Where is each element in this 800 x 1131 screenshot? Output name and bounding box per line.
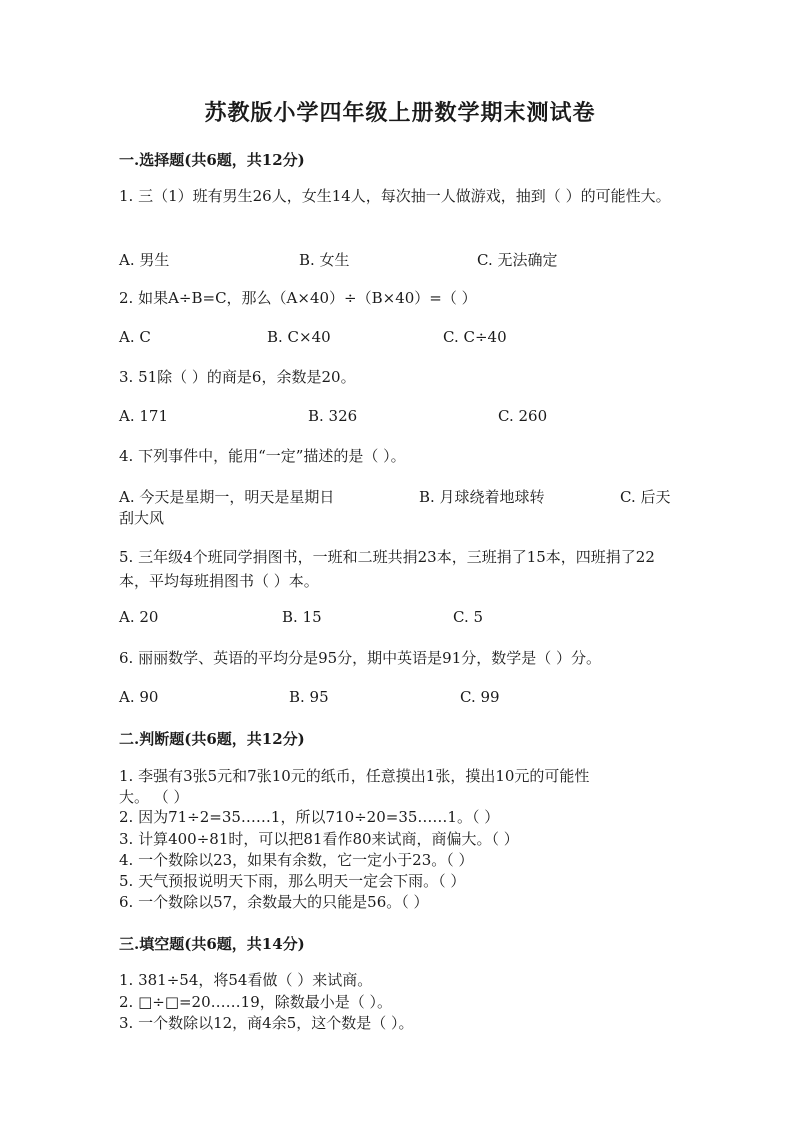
- q2-option-b: B. C×40: [267, 328, 331, 346]
- question-4: 4. 下列事件中，能用“一定”描述的是（ ）。: [119, 447, 406, 465]
- q6-option-b: B. 95: [289, 688, 329, 706]
- q3-option-a: A. 171: [119, 407, 168, 425]
- q3-option-b: B. 326: [308, 407, 358, 425]
- q4-option-a: A. 今天是星期一，明天是星期日: [119, 488, 335, 506]
- q1-option-b: B. 女生: [299, 251, 350, 269]
- fill-item-1: 1. 381÷54，将54看做（ ）来试商。: [119, 971, 373, 989]
- question-2: 2. 如果A÷B=C，那么（A×40）÷（B×40）=（ ）: [119, 289, 477, 307]
- question-3: 3. 51除（ ）的商是6，余数是20。: [119, 368, 356, 386]
- question-5: 5. 三年级4个班同学捐图书，一班和二班共捐23本，三班捐了15本，四班捐了22本，平均每班捐图书（ ）本。: [119, 548, 655, 590]
- q5-option-b: B. 15: [282, 608, 322, 626]
- judge-item-1-line-2: 大。 （ ）: [119, 788, 189, 806]
- fill-item-2: 2. □÷□=20……19，除数最小是（ ）。: [119, 993, 393, 1011]
- section-heading-choice: 一.选择题(共6题，共12分): [119, 151, 305, 169]
- fill-item-3: 3. 一个数除以12，商4余5，这个数是（ ）。: [119, 1014, 414, 1032]
- judge-item-1-line-1: 1. 李强有3张5元和7张10元的纸币，任意摸出1张，摸出10元的可能性: [119, 767, 590, 785]
- judge-item-6: 6. 一个数除以57，余数最大的只能是56。（ ）: [119, 893, 429, 911]
- question-6: 6. 丽丽数学、英语的平均分是95分，期中英语是91分，数学是（ ）分。: [119, 649, 602, 667]
- judge-item-2: 2. 因为71÷2=35……1，所以710÷20=35……1。（ ）: [119, 808, 500, 826]
- q1-option-a: A. 男生: [119, 251, 170, 269]
- judge-item-4: 4. 一个数除以23，如果有余数，它一定小于23。（ ）: [119, 851, 474, 869]
- q6-option-c: C. 99: [460, 688, 500, 706]
- q1-option-c: C. 无法确定: [477, 251, 558, 269]
- q6-option-a: A. 90: [119, 688, 159, 706]
- q3-option-c: C. 260: [498, 407, 548, 425]
- q2-option-a: A. C: [119, 328, 151, 346]
- q5-option-c: C. 5: [453, 608, 484, 626]
- q4-option-c-continued: 刮大风: [119, 509, 165, 527]
- q4-option-c: C. 后天: [620, 488, 671, 506]
- question-1: 1. 三（1）班有男生26人，女生14人，每次抽一人做游戏，抽到（ ）的可能性大。: [119, 187, 671, 205]
- q4-option-b: B. 月球绕着地球转: [419, 488, 545, 506]
- judge-item-5: 5. 天气预报说明天下雨，那么明天一定会下雨。（ ）: [119, 872, 466, 890]
- section-heading-fill: 三.填空题(共6题，共14分): [119, 935, 305, 953]
- section-heading-judge: 二.判断题(共6题，共12分): [119, 730, 305, 748]
- judge-item-3: 3. 计算400÷81时，可以把81看作80来试商，商偏大。（ ）: [119, 830, 519, 848]
- page-title: 苏教版小学四年级上册数学期末测试卷: [204, 100, 596, 126]
- q2-option-c: C. C÷40: [443, 328, 507, 346]
- q5-option-a: A. 20: [119, 608, 159, 626]
